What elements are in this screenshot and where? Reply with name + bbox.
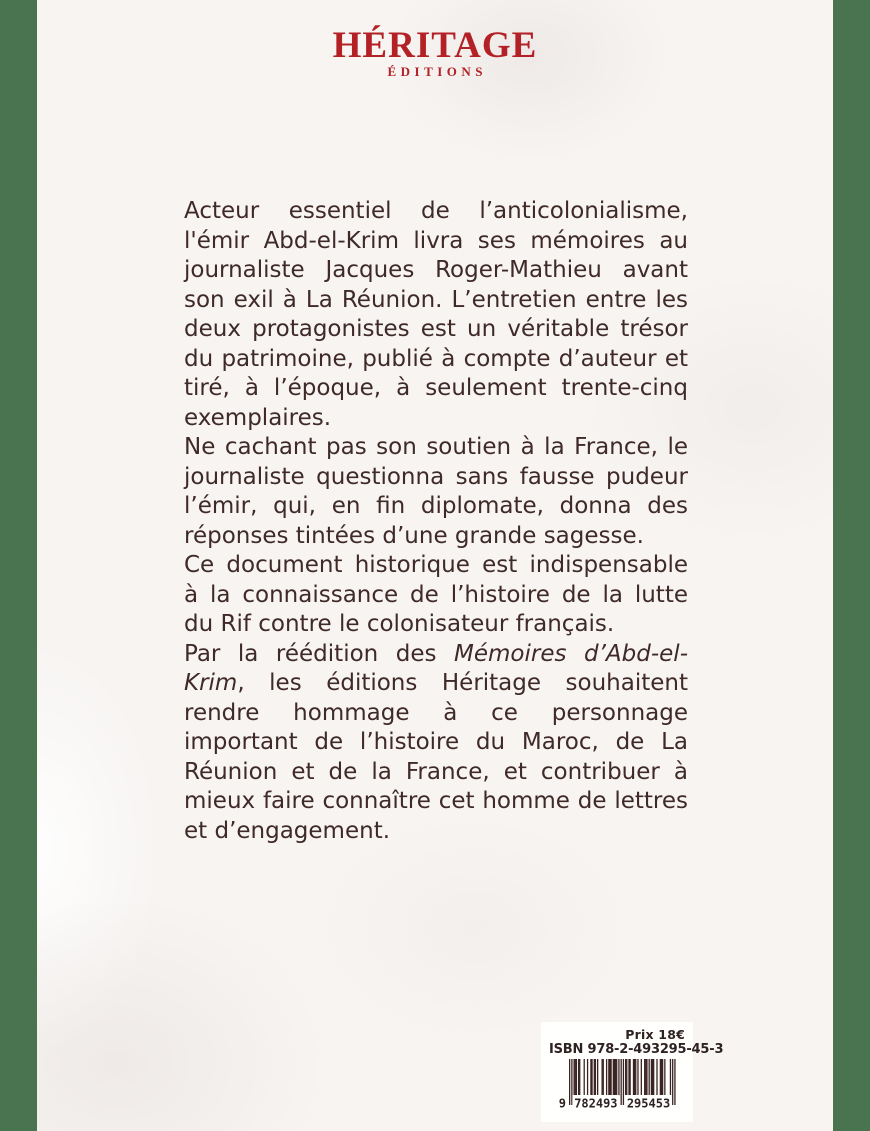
paragraph: Par la réédition des Mémoires d’Abd-el-Krim, les éditions Héritage souhaitent rendre hommage à ce personnage important de l’histoire du Maroc, de La Réunion et de la France, et contribuer à mieux faire connaître cet homme de lettres et d’engagement. [184, 640, 688, 844]
svg-text:9: 9 [558, 1096, 566, 1111]
svg-text:295453: 295453 [626, 1096, 671, 1111]
paragraph: Acteur essentiel de l’anticolonialisme, l'émir Abd-el-Krim livra ses mémoires au journaliste Jacques Roger-Mathieu avant son exil à La Réunion. L’entretien entre les deux protagonistes est un véritable trésor du patrimoine, publié à compte d’auteur et tiré, à l’époque, à seulement trente-cinq exemplaires. [184, 198, 688, 431]
paragraph: Ce document historique est indispensable à la connaissance de l’histoire de la lutte du Rif contre le colonisateur français. [184, 552, 688, 637]
publisher-logo-title: HÉRITAGE [332, 25, 538, 66]
green-border-left [0, 0, 37, 1131]
isbn-label: ISBN 978-2-493295-45-3 [549, 1042, 724, 1057]
back-cover-text [184, 197, 688, 846]
paragraph: Ne cachant pas son soutien à la France, le journaliste questionna sans fausse pudeur l’émir, qui, en fin diplomate, donna des réponses tintées d’une grande sagesse. [184, 434, 688, 549]
cover-surface [37, 0, 833, 1131]
publisher-logo-subtitle: ÉDITIONS [387, 64, 488, 79]
price-label: Prix 18€ [625, 1027, 685, 1042]
ean13-barcode [555, 1059, 683, 1111]
green-border-right [833, 0, 870, 1131]
svg-text:782493: 782493 [574, 1096, 618, 1111]
price-isbn-block [541, 1022, 724, 1122]
publisher-logo [37, 25, 833, 80]
